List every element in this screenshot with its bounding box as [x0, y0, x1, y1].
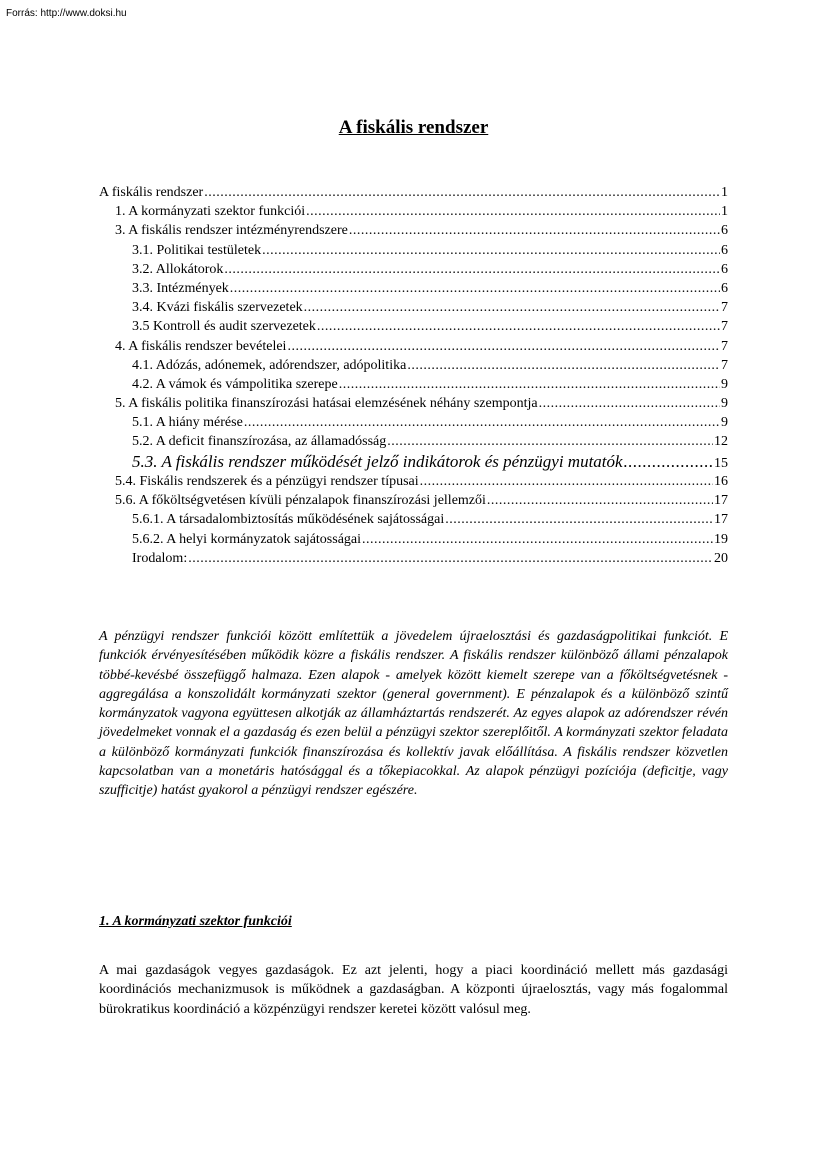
toc-entry-label: 5.6.2. A helyi kormányzatok sajátosságai [132, 531, 362, 547]
toc-leader-dots [624, 452, 713, 471]
toc-entry-page: 7 [721, 338, 728, 354]
toc-entry-label: 5.1. A hiány mérése [132, 415, 243, 431]
toc-entry-page: 9 [721, 415, 728, 431]
toc-entry-page: 20 [714, 550, 728, 566]
toc-entry[interactable] [99, 183, 728, 202]
section-heading: 1. A kormányzati szektor funkciói [99, 914, 292, 929]
toc-leader-dots [224, 260, 720, 279]
toc-entry[interactable] [99, 530, 728, 549]
toc-entry-page: 9 [721, 396, 728, 412]
source-note: Forrás: http://www.doksi.hu [6, 8, 127, 19]
toc-entry-label: 5.4. Fiskális rendszerek és a pénzügyi rendszer típusai [115, 474, 419, 490]
toc-leader-dots [204, 183, 720, 202]
toc-entry-label: 4.2. A vámok és vámpolitika szerepe [132, 376, 338, 392]
toc-entry-page: 15 [714, 455, 728, 471]
toc-entry-label: Irodalom: [132, 550, 188, 566]
toc-entry[interactable] [99, 549, 728, 568]
toc-leader-dots [445, 510, 713, 529]
toc-entry-page: 6 [721, 261, 728, 277]
toc-entry-page: 6 [721, 280, 728, 296]
toc-entry-page: 1 [721, 204, 728, 220]
toc-entry[interactable] [99, 317, 728, 336]
toc-entry[interactable] [99, 221, 728, 240]
toc-entry-label: 5. A fiskális politika finanszírozási hatásai elemzésének néhány szempontja [115, 396, 538, 412]
toc-leader-dots [539, 394, 720, 413]
toc-leader-dots [287, 337, 720, 356]
toc-entry[interactable] [99, 279, 728, 298]
toc-leader-dots [387, 432, 713, 451]
toc-entry-page: 1 [721, 185, 728, 200]
toc-entry[interactable] [99, 356, 728, 375]
toc-entry[interactable] [99, 241, 728, 260]
toc-entry[interactable] [99, 491, 728, 510]
toc-entry[interactable] [99, 432, 728, 451]
toc-entry[interactable] [99, 472, 728, 491]
toc-leader-dots [188, 549, 713, 568]
toc-entry-label: 3.3. Intézmények [132, 280, 229, 296]
toc-leader-dots [487, 491, 713, 510]
toc-entry[interactable] [99, 337, 728, 356]
toc-leader-dots [304, 298, 720, 317]
toc-entry[interactable] [99, 413, 728, 432]
toc-entry-label: A fiskális rendszer [99, 185, 204, 200]
toc-entry-page: 19 [714, 531, 728, 547]
toc-entry-page: 7 [721, 319, 728, 335]
toc-entry-label: 1. A kormányzati szektor funkciói [115, 204, 306, 220]
table-of-contents [99, 183, 728, 568]
toc-leader-dots [339, 375, 720, 394]
toc-entry-label: 5.6.1. A társadalombiztosítás működésének sajátosságai [132, 512, 445, 528]
toc-entry-page: 17 [714, 493, 728, 509]
toc-leader-dots [230, 279, 720, 298]
toc-entry-label: 4.1. Adózás, adónemek, adórendszer, adópolitika [132, 357, 407, 373]
toc-entry-label: 4. A fiskális rendszer bevételei [115, 338, 287, 354]
toc-entry[interactable] [99, 260, 728, 279]
toc-entry[interactable] [99, 375, 728, 394]
section-paragraph: A mai gazdaságok vegyes gazdaságok. Ez azt jelenti, hogy a piaci koordináció mellett más gazdasági koordinációs mechanizmusok is működnek a gazdaságban. A központi újraelosztás, vagy más fogalommal bürokratikus koordináció a közpénzügyi rendszer keretei között valósul meg. [99, 963, 728, 1017]
toc-leader-dots [349, 221, 720, 240]
toc-entry-page: 9 [721, 376, 728, 392]
toc-leader-dots [317, 317, 720, 336]
toc-entry-page: 6 [721, 223, 728, 239]
toc-leader-dots [262, 241, 720, 260]
toc-leader-dots [407, 356, 720, 375]
toc-leader-dots [362, 530, 713, 549]
toc-entry-label: 5.2. A deficit finanszírozása, az államadósság [132, 434, 387, 450]
page-title: A fiskális rendszer [338, 117, 489, 138]
intro-paragraph: A pénzügyi rendszer funkciói között említettük a jövedelem újraelosztási és gazdaságpolitikai funkciót. E funkciók érvényesítésében működik közre a fiskális rendszer. A fiskális rendszer különböző állami pénzalapok többé-kevésbé összefüggő halmaza. Ezen alapok - amelyek között kiemelt szerepe van a főköltségvetésnek - aggregálása a konszolidált kormányzati szektor (general government). E pénzalapok és a különböző szintű kormányzatok vagyona együttesen alkotják az államháztartás rendszerét. Az egyes alapok az adórendszer révén jövedelmeket vonnak el a gazdaság és ezen belül a pénzügyi szektor szereplőitől. A kormányzati szektor feladata a különböző kormányzati funkciók finanszírozása és kollektív javak előállítása. A fiskális rendszer közvetlen kapcsolatban van a monetáris hatósággal és a tőkepiacokkal. Az alapok pénzügyi pozíciója (deficitje, vagy szufficitje) hatást gyakorol a pénzügyi rendszer egészére. [99, 629, 728, 799]
toc-entry-label: 3.2. Allokátorok [132, 261, 224, 277]
toc-entry[interactable] [99, 394, 728, 413]
toc-entry[interactable] [99, 298, 728, 317]
toc-entry-label: 3.4. Kvázi fiskális szervezetek [132, 300, 303, 316]
toc-entry-label: 3.5 Kontroll és audit szervezetek [132, 319, 316, 335]
toc-leader-dots [420, 472, 713, 491]
toc-entry-label: 3. A fiskális rendszer intézményrendszere [115, 223, 348, 239]
toc-entry-page: 12 [714, 434, 728, 450]
toc-leader-dots [306, 202, 720, 221]
toc-entry-page: 17 [714, 512, 728, 528]
toc-leader-dots [244, 413, 720, 432]
toc-entry[interactable] [99, 452, 728, 472]
toc-entry-label: 3.1. Politikai testületek [132, 242, 262, 258]
toc-entry[interactable] [99, 510, 728, 529]
toc-entry-page: 16 [714, 474, 728, 490]
toc-entry-page: 7 [721, 357, 728, 373]
toc-entry-label: 5.3. A fiskális rendszer működését jelző indikátorok és pénzügyi mutatók [132, 451, 623, 471]
toc-entry-label: 5.6. A főköltségvetésen kívüli pénzalapok finanszírozási jellemzői [115, 493, 486, 509]
toc-entry-page: 6 [721, 242, 728, 258]
toc-entry-page: 7 [721, 300, 728, 316]
toc-entry[interactable] [99, 202, 728, 221]
